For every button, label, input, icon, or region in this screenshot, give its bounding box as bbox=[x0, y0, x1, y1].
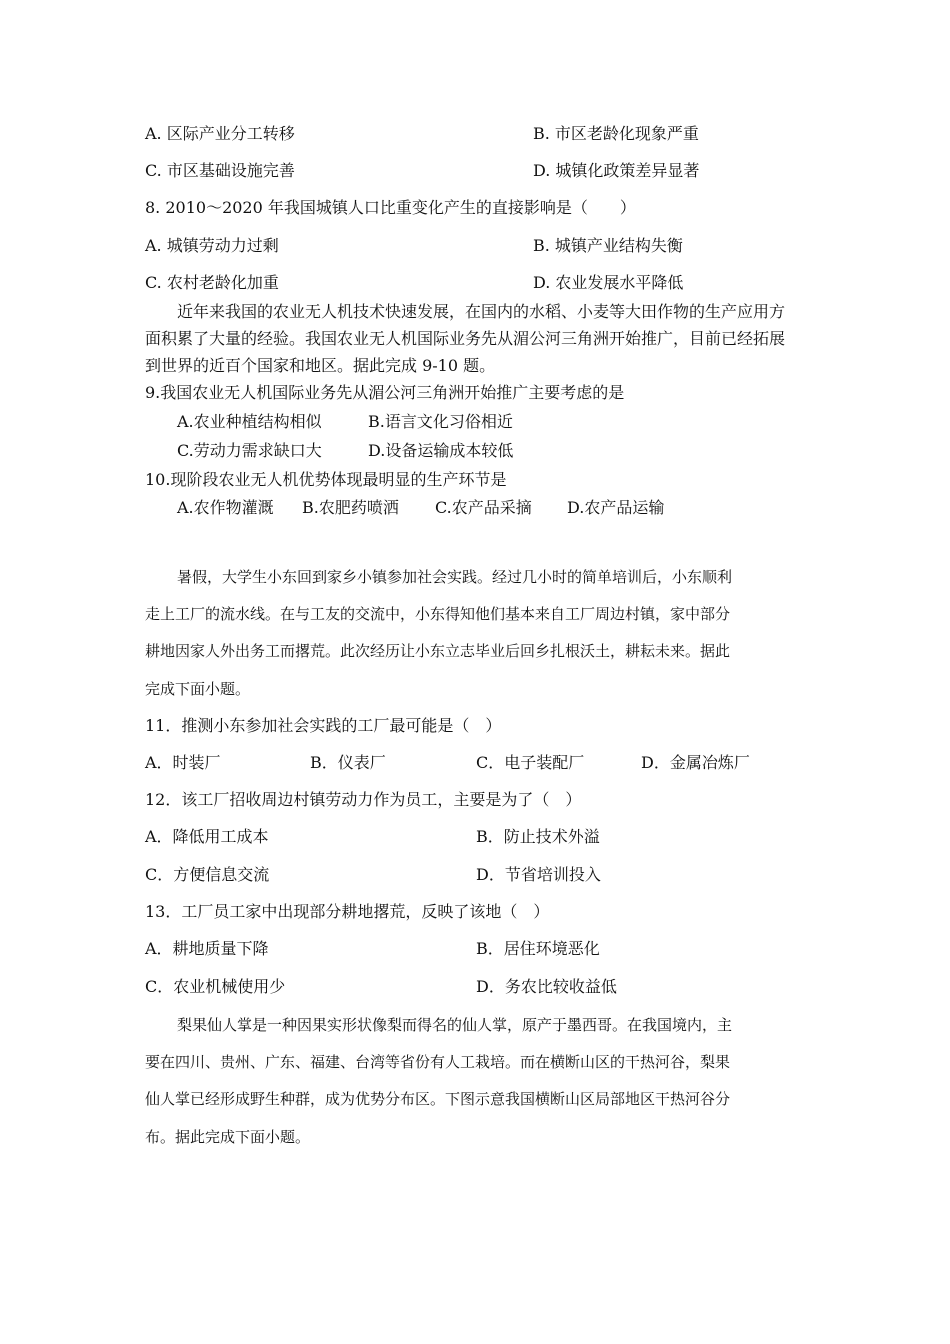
passage-drone-line-1: 近年来我国的农业无人机技术快速发展，在国内的水稻、小麦等大田作物的生产应用方 bbox=[177, 302, 786, 321]
q9-option-c: C.劳动力需求缺口大 bbox=[177, 441, 322, 460]
q11-option-d: D．金属冶炼厂 bbox=[641, 753, 750, 772]
q12-option-a: A．降低用工成本 bbox=[145, 827, 269, 846]
q13-option-b: B．居住环境恶化 bbox=[476, 939, 600, 958]
q8-option-b: B. 城镇产业结构失衡 bbox=[533, 236, 683, 255]
q12-option-d: D．节省培训投入 bbox=[476, 865, 601, 884]
q13-option-d: D．务农比较收益低 bbox=[476, 977, 617, 996]
q9-stem: 9.我国农业无人机国际业务先从湄公河三角洲开始推广主要考虑的是 bbox=[145, 383, 625, 402]
q11-option-c: C．电子装配厂 bbox=[476, 753, 585, 772]
passage-factory-line-4: 完成下面小题。 bbox=[145, 680, 251, 698]
passage-factory-line-1: 暑假，大学生小东回到家乡小镇参加社会实践。经过几小时的简单培训后，小东顺利 bbox=[177, 568, 733, 586]
q7-option-d: D. 城镇化政策差异显著 bbox=[533, 161, 700, 180]
q10-stem: 10.现阶段农业无人机优势体现最明显的生产环节是 bbox=[145, 470, 507, 489]
q7-option-c: C. 市区基础设施完善 bbox=[145, 161, 295, 180]
passage-cactus-line-2: 要在四川、贵州、广东、福建、台湾等省份有人工栽培。而在横断山区的干热河谷，梨果 bbox=[145, 1053, 731, 1071]
q9-option-a: A.农业种植结构相似 bbox=[177, 412, 322, 431]
q11-option-b: B．仪表厂 bbox=[310, 753, 386, 772]
passage-factory-line-2: 走上工厂的流水线。在与工友的交流中，小东得知他们基本来自工厂周边村镇，家中部分 bbox=[145, 605, 731, 623]
q12-option-b: B．防止技术外溢 bbox=[476, 827, 600, 846]
q10-option-a: A.农作物灌溉 bbox=[177, 498, 274, 517]
q9-option-d: D.设备运输成本较低 bbox=[368, 441, 514, 460]
passage-cactus-line-1: 梨果仙人掌是一种因果实形状像梨而得名的仙人掌，原产于墨西哥。在我国境内，主 bbox=[177, 1016, 733, 1034]
q8-option-d: D. 农业发展水平降低 bbox=[533, 273, 684, 292]
q7-option-a: A. 区际产业分工转移 bbox=[145, 124, 295, 143]
q13-option-c: C．农业机械使用少 bbox=[145, 977, 286, 996]
q10-option-c: C.农产品采摘 bbox=[435, 498, 532, 517]
q12-stem: 12．该工厂招收周边村镇劳动力作为员工，主要是为了（ ） bbox=[145, 790, 582, 809]
q7-option-b: B. 市区老龄化现象严重 bbox=[533, 124, 699, 143]
q9-option-b: B.语言文化习俗相近 bbox=[368, 412, 513, 431]
passage-cactus-line-4: 布。据此完成下面小题。 bbox=[145, 1128, 311, 1146]
passage-drone-line-3: 到世界的近百个国家和地区。据此完成 9-10 题。 bbox=[145, 356, 496, 375]
q8-option-a: A. 城镇劳动力过剩 bbox=[145, 236, 279, 255]
q8-stem: 8. 2010～2020 年我国城镇人口比重变化产生的直接影响是（ ） bbox=[145, 198, 636, 217]
q10-option-b: B.农肥药喷洒 bbox=[302, 498, 399, 517]
passage-cactus-line-3: 仙人掌已经形成野生种群，成为优势分布区。下图示意我国横断山区局部地区干热河谷分 bbox=[145, 1090, 731, 1108]
passage-factory-line-3: 耕地因家人外出务工而撂荒。此次经历让小东立志毕业后回乡扎根沃土，耕耘未来。据此 bbox=[145, 642, 731, 660]
q11-stem: 11．推测小东参加社会实践的工厂最可能是（ ） bbox=[145, 716, 502, 735]
q13-option-a: A．耕地质量下降 bbox=[145, 939, 269, 958]
q12-option-c: C．方便信息交流 bbox=[145, 865, 270, 884]
q8-option-c: C. 农村老龄化加重 bbox=[145, 273, 279, 292]
q13-stem: 13．工厂员工家中出现部分耕地撂荒，反映了该地（ ） bbox=[145, 902, 550, 921]
q11-option-a: A．时装厂 bbox=[145, 753, 221, 772]
q10-option-d: D.农产品运输 bbox=[567, 498, 665, 517]
passage-drone-line-2: 面积累了大量的经验。我国农业无人机国际业务先从湄公河三角洲开始推广，目前已经拓展 bbox=[145, 329, 786, 348]
